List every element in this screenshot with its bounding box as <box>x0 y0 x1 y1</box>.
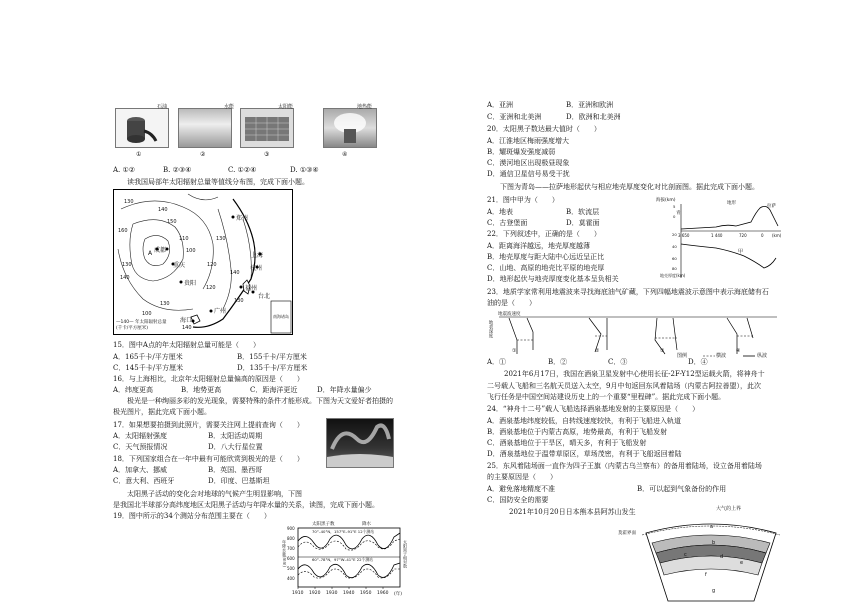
q19-option-b: B．亚洲和欧洲 <box>566 101 614 109</box>
profile-ytick: 60 <box>672 256 677 261</box>
q20-option-c: C．漠河地区出现极昼现象 <box>487 159 570 167</box>
map-city-guangzhou: 广州 <box>214 308 227 315</box>
profile-ylabel: 海拔(km) <box>656 198 676 203</box>
q15-option-c: C．145千卡/平方厘米 <box>113 364 184 372</box>
structure-left-label: 莫霍界面 <box>618 531 636 536</box>
wave-number-1: ① <box>512 348 517 354</box>
q24-option-d: D．酒泉基地位于温带草原区，草场茂密，有利于飞船返回着陆 <box>487 450 682 458</box>
map-value: 110 <box>179 236 189 242</box>
q24-option-c: C．酒泉基地位于干旱区，晴天多，有利于飞船发射 <box>487 439 647 447</box>
photo-hydro <box>178 108 232 148</box>
q14-option-c: C. ①②④ <box>228 166 257 174</box>
map-city-hangzhou: 杭州 <box>250 265 263 272</box>
chart-legend-sunspot: 太阳黑子数 <box>312 522 335 527</box>
map-value: 120 <box>206 285 216 291</box>
chart-ytick: 400 <box>287 576 295 581</box>
map-value: 130 <box>124 199 134 205</box>
q19-option-a: A．亚洲 <box>487 101 514 109</box>
q16-text: 16．与上海相比，北京年太阳辐射总量偏高的原因是（ ） <box>113 375 304 383</box>
wave-legend-title: 图例 <box>677 353 688 359</box>
chart-ylabel-right: 太阳黑子相对数 <box>403 540 408 568</box>
seismic-wave-figure <box>487 310 787 358</box>
q15-option-b: B．155千卡/平方厘米 <box>237 353 307 361</box>
chart-xtick: (年) <box>394 592 403 597</box>
map-value: 140 <box>182 325 192 331</box>
profile-ytick: 0 <box>673 214 676 219</box>
profile-xtick: (km) <box>772 233 782 238</box>
photo-number-2: ② <box>200 151 206 158</box>
q20-option-b: B．耀斑爆发强度减弱 <box>487 148 556 156</box>
wave-legend-longitudinal: 纵波 <box>757 353 768 359</box>
chart-ytick: 800 <box>287 536 295 541</box>
chart-ytick: 600 <box>287 556 295 561</box>
profile-label-terrain: 地形 <box>727 201 736 206</box>
chart-xtick: 1960 <box>377 591 389 596</box>
q25-line1: 25．东风着陆场面一直作为四子王旗（内蒙古乌兰察布）的备用着陆场，设立备用着陆场 <box>487 462 762 470</box>
q18-option-a: A．加拿大、挪威 <box>113 466 168 474</box>
structure-letter: d <box>720 554 724 560</box>
q25-option-c: C．国防安全的需要 <box>487 496 549 504</box>
chart-xtick: 1930 <box>326 591 338 596</box>
last-line: 2021年10月20日日本熊本县阿苏山发生 <box>509 508 636 516</box>
intro-19-20-line2: 是我国北半球部分高纬度地区太阳黑子活动与年降水量的关系，读图，完成下面小题。 <box>113 501 379 509</box>
q23-line1: 23．地质学家常利用地震波来寻找海底油气矿藏，下列四幅地震波示意图中表示海底储有石 <box>487 288 769 296</box>
wave-header: 地震波速度 <box>498 312 521 317</box>
structure-top-label: 大气的上界 <box>716 506 742 512</box>
q25-option-b: B．可以起到气象备份的作用 <box>637 485 727 493</box>
q23-option-a: A．① <box>487 358 507 366</box>
q14-option-a: A. ①② <box>113 166 136 174</box>
wave-legend-shear: 横波 <box>716 353 727 359</box>
oil-barrel-icon <box>116 109 168 147</box>
wave-ylabel: 地表深度 <box>488 320 493 338</box>
intro-15-16: 读我国局部年太阳辐射总量等值线分布图，完成下面小题。 <box>127 178 309 186</box>
profile-ytick: 40 <box>672 244 677 249</box>
profile-city-lasa: 拉萨 <box>767 204 776 209</box>
q17-option-c: C．天气预报情况 <box>113 443 168 451</box>
wave-number-2: ② <box>595 348 600 354</box>
photo-number-1: ① <box>136 151 142 158</box>
q19-option-d: D．欧洲和北美洲 <box>566 113 621 121</box>
chart-xtick: 1920 <box>309 591 321 596</box>
structure-letter: g <box>712 588 716 594</box>
chart-ytick: 700 <box>287 546 295 551</box>
profile-ytick: 20 <box>672 232 677 237</box>
chart-box-2: 60°–78°N，97°W–41°E 22个测站 <box>312 557 373 562</box>
map-value: 130 <box>122 262 132 268</box>
chart-ytick: 500 <box>287 566 295 571</box>
map-value: 140 <box>158 207 168 213</box>
map-legend: —140— 年太阳辐射总量 (千卡/平方厘米) <box>116 320 167 331</box>
intro-24-25-line2: 二号载人飞船和三名航天员送入太空，9月中旬返回东风着陆场（内蒙古阿拉善盟），此次 <box>487 382 761 390</box>
q15-text: 15．图中A点的年太阳辐射总量可能是（ ） <box>113 341 260 349</box>
q19-option-c: C．亚洲和北美洲 <box>487 113 542 121</box>
q15-option-d: D．135千卡/平方厘米 <box>237 364 308 372</box>
q23-line2: 油的是（ ） <box>487 299 536 307</box>
solar-radiation-map <box>113 189 293 335</box>
aurora-icon <box>327 419 393 467</box>
q24-option-a: A．酒泉基地纬度较低，自转线速度较快，有利于飞船进入轨道 <box>487 417 682 425</box>
map-value: 130 <box>234 298 244 304</box>
structure-letter: f <box>705 572 707 578</box>
profile-city-qingdao: 青 <box>676 211 681 216</box>
wave-number-3: ③ <box>660 348 665 354</box>
chart-xtick: 1910 <box>292 591 304 596</box>
intro-17-18-line2: 极光图片，据此完成下面小题。 <box>113 408 211 416</box>
profile-ytick: 80 <box>672 266 677 271</box>
map-city-chongqing: 重庆 <box>173 262 186 269</box>
map-point-a: A <box>148 250 153 257</box>
map-value: 130 <box>160 301 170 307</box>
chart-xtick: 1940 <box>343 591 355 596</box>
map-city-guiyang: 贵阳 <box>184 280 197 287</box>
q16-option-a: A．纬度更高 <box>113 386 154 394</box>
intro-24-25-line3: 飞行任务是中国空间站建设历史上的一个重要“里程碑”。据此完成下面小题。 <box>487 393 726 401</box>
q24-option-b: B．酒泉基地位于内蒙古高原，地势最高，有利于飞船发射 <box>487 428 668 436</box>
q23-option-b: B．② <box>548 358 568 366</box>
map-city-taibei: 台北 <box>258 293 271 300</box>
intro-17-18-line1: 极光是一种绚丽多彩的发光现象，需要特殊的条件才能形成。下图为天文爱好者拍摄的 <box>127 397 393 405</box>
map-value: 140 <box>230 270 240 276</box>
structure-letter: a <box>710 524 714 530</box>
map-value: 120 <box>207 262 217 268</box>
q22-option-a: A．距离海洋越远，地壳厚度越薄 <box>487 242 591 250</box>
map-value: 160 <box>118 228 128 234</box>
q16-option-b: B．地势更高 <box>181 386 222 394</box>
aurora-photo <box>326 418 394 468</box>
profile-label-jia: 甲 <box>738 249 744 255</box>
map-city-zhengzhou: 郑州 <box>236 215 249 222</box>
q24-text: 24．“神舟十二号”载人飞船选择酒泉基地发射的主要原因是（ ） <box>487 405 700 413</box>
profile-bottom-label: 地壳厚度(km) <box>660 273 686 278</box>
profile-xtick: 1 440 <box>711 233 723 238</box>
q23-option-d: D．④ <box>688 358 708 366</box>
map-city-haikou: 海口 <box>180 317 193 324</box>
map-city-chengdu: 成都 <box>154 247 167 254</box>
profile-xtick: 3 650 <box>678 233 690 238</box>
photo-caption-geothermal: 地热能 <box>357 104 373 110</box>
intro-24-25-line1: 2021年6月17日，我国在酒泉卫星发射中心使用长征-2F-Y12型运载火箭，将神舟十 <box>504 370 765 378</box>
map-value: 100 <box>142 311 152 317</box>
map-value: 150 <box>167 219 177 225</box>
structure-letter: e <box>740 560 744 566</box>
q21-option-b: B．软流层 <box>566 208 600 216</box>
q22-option-b: B．地壳厚度与距大陆中心远近呈正比 <box>487 253 605 261</box>
q14-option-b: B. ②③④ <box>163 166 192 174</box>
q17-option-a: A．太阳辐射强度 <box>113 432 168 440</box>
profile-xtick: 0 <box>761 233 764 238</box>
map-value: 100 <box>186 248 196 254</box>
q17-option-b: B．太阳活动周期 <box>208 432 263 440</box>
intro-21-23: 下图为青岛——拉萨地形起伏与相应地壳厚度变化对比剖面图。据此完成下面小题。 <box>500 183 759 191</box>
q23-option-c: C．③ <box>608 358 628 366</box>
chart-ylabel-left: 年降水量(mm) <box>282 540 287 567</box>
photo-caption-hydro: 水能 <box>224 104 235 110</box>
profile-xtick: 720 <box>739 233 747 238</box>
map-value: 130 <box>216 236 226 242</box>
photo-caption-oil: 石油 <box>157 104 168 110</box>
profile-ytick: 5 <box>673 204 676 209</box>
q17-text: 17．如果想要拍摄到此照片，需要关注网上提前查询（ ） <box>113 421 304 429</box>
chart-xtick: 1950 <box>360 591 372 596</box>
q15-option-a: A．165千卡/平方厘米 <box>113 353 183 361</box>
q19-text: 19．图中所示的34个测站分布范围主要在（ ） <box>113 512 271 520</box>
q18-option-b: B．英国、墨西哥 <box>208 466 263 474</box>
map-city-shanghai: 上海 <box>251 252 264 259</box>
chart-ytick: 900 <box>287 526 295 531</box>
structure-letter: c <box>684 552 687 558</box>
q22-text: 22．下列叙述中，正确的是（ ） <box>487 230 601 238</box>
solar-panel-icon <box>241 109 293 147</box>
photo-number-4: ④ <box>342 151 348 158</box>
q14-option-d: D. ①③④ <box>290 166 319 174</box>
photo-oil <box>115 108 169 148</box>
q18-text: 18．下列国家组合在一年中最有可能欣赏到极光的是（ ） <box>113 455 304 463</box>
q20-option-a: A．江淮地区梅雨强度增大 <box>487 137 570 145</box>
map-value: 140 <box>120 275 130 281</box>
map-inset-label: 南海诸岛 <box>273 314 289 319</box>
q22-option-d: D．地形起伏与地壳厚度变化基本呈负相关 <box>487 275 619 283</box>
q25-line2: 的主要原因是（ ） <box>487 473 557 481</box>
q21-option-a: A．地表 <box>487 208 514 216</box>
q16-option-d: D．年降水量偏少 <box>317 386 372 394</box>
chart-legend-precip: 降水 <box>362 522 371 527</box>
q18-option-c: C．意大利、西班牙 <box>113 477 175 485</box>
q25-option-a: A．避免落地精度不准 <box>487 485 556 493</box>
map-city-fuzhou: 福州 <box>245 285 258 292</box>
q21-option-d: D．莫霍面 <box>566 219 600 227</box>
q20-option-d: D．通信卫星信号易受干扰 <box>487 170 570 178</box>
wave-number-4: ④ <box>736 348 741 354</box>
photo-number-3: ③ <box>264 151 270 158</box>
q17-option-d: D．八大行星位置 <box>208 443 263 451</box>
chart-box-1: 70°–40°N，157°E–91°E 12个测站 <box>312 529 374 534</box>
structure-letter: b <box>712 540 716 546</box>
geothermal-icon <box>324 109 376 147</box>
q21-text: 21．图中甲为（ ） <box>487 196 559 204</box>
q21-option-c: C．古登堡面 <box>487 219 528 227</box>
photo-geothermal <box>323 108 377 148</box>
intro-19-20-line1: 太阳黑子活动的变化会对地球的气候产生明显影响，下图 <box>127 490 302 498</box>
photo-caption-solar: 太阳能 <box>278 104 294 110</box>
q20-text: 20．太阳黑子数达最大值时（ ） <box>487 125 601 133</box>
q18-option-d: D．印度、巴基斯坦 <box>208 477 270 485</box>
q22-option-c: C．山地、高原的地壳比平原的地壳厚 <box>487 264 605 272</box>
photo-solar <box>240 108 294 148</box>
q16-option-c: C．距海洋更近 <box>250 386 298 394</box>
